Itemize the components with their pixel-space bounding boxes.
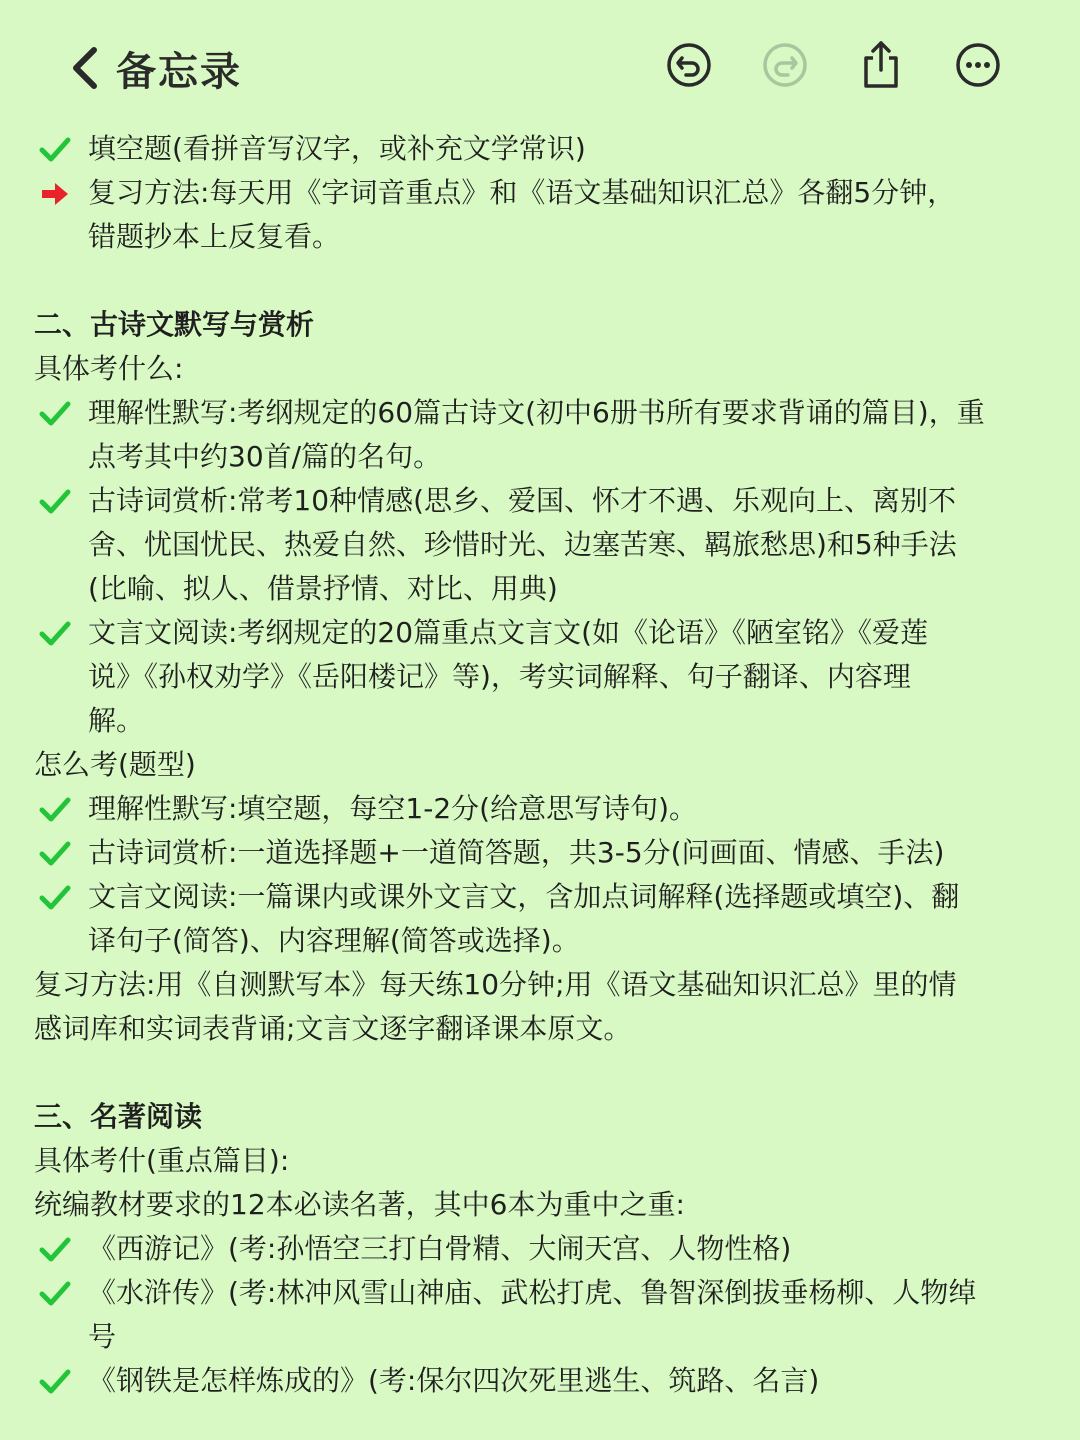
line-text: 复习方法:用《自测默写本》每天练10分钟;用《语文基础知识汇总》里的情 bbox=[34, 968, 957, 1001]
line-text: 解。 bbox=[88, 704, 145, 737]
line-text: 《西游记》(考:孙悟空三打白骨精、大闹天宫、人物性格) bbox=[88, 1232, 792, 1265]
line-text: 错题抄本上反复看。 bbox=[88, 220, 341, 253]
checkmark-icon bbox=[38, 882, 72, 912]
line-text: 填空题(看拼音写汉字，或补充文学常识) bbox=[88, 132, 586, 165]
text-line bbox=[0, 743, 1080, 787]
list-item bbox=[0, 171, 1080, 215]
line-text: 怎么考(题型) bbox=[34, 748, 196, 781]
list-item bbox=[0, 391, 1080, 435]
share-icon bbox=[858, 40, 904, 94]
chevron-left-icon bbox=[70, 46, 100, 90]
list-item bbox=[0, 787, 1080, 831]
line-text: 文言文阅读:考纲规定的20篇重点文言文(如《论语》《陋室铭》《爱莲 bbox=[88, 616, 928, 649]
share-button[interactable] bbox=[856, 42, 906, 92]
list-item bbox=[0, 875, 1080, 919]
line-text: 感词库和实词表背诵;文言文逐字翻译课本原文。 bbox=[34, 1012, 632, 1045]
list-item bbox=[0, 479, 1080, 523]
line-text: 古诗词赏析:一道选择题+一道简答题，共3-5分(问画面、情感、手法) bbox=[88, 836, 945, 869]
line-text: 复习方法:每天用《字词音重点》和《语文基础知识汇总》各翻5分钟， bbox=[88, 176, 956, 209]
line-text: 具体考什(重点篇目): bbox=[34, 1144, 290, 1177]
line-text: 点考其中约30首/篇的名句。 bbox=[88, 440, 442, 473]
back-button[interactable] bbox=[70, 36, 242, 100]
list-item bbox=[0, 127, 1080, 171]
text-line bbox=[0, 963, 1080, 1007]
note-body[interactable] bbox=[0, 127, 1080, 1403]
line-text: 三、名著阅读 bbox=[34, 1100, 203, 1133]
text-line bbox=[0, 1183, 1080, 1227]
section-heading bbox=[0, 1095, 1080, 1139]
line-text: 号 bbox=[88, 1320, 117, 1353]
text-line bbox=[0, 1007, 1080, 1051]
undo-button[interactable] bbox=[664, 42, 714, 92]
line-text: 统编教材要求的12本必读名著，其中6本为重中之重: bbox=[34, 1188, 685, 1221]
list-item bbox=[0, 611, 1080, 655]
redo-icon bbox=[762, 42, 808, 92]
undo-icon bbox=[666, 42, 712, 92]
text-line bbox=[0, 435, 1080, 479]
line-text: 《钢铁是怎样炼成的》(考:保尔四次死里逃生、筑路、名言) bbox=[88, 1364, 820, 1397]
blank-line bbox=[0, 259, 1080, 303]
text-line bbox=[0, 347, 1080, 391]
page-title: 备忘录 bbox=[116, 48, 242, 95]
text-line bbox=[0, 699, 1080, 743]
line-text: 具体考什么: bbox=[34, 352, 184, 385]
checkmark-icon bbox=[38, 134, 72, 164]
section-heading bbox=[0, 303, 1080, 347]
list-item bbox=[0, 1227, 1080, 1271]
line-text: (比喻、拟人、借景抒情、对比、用典) bbox=[88, 572, 558, 605]
list-item bbox=[0, 831, 1080, 875]
redo-button[interactable] bbox=[760, 42, 810, 92]
line-text: 舍、忧国忧民、热爱自然、珍惜时光、边塞苦寒、羁旅愁思)和5种手法 bbox=[88, 528, 957, 561]
text-line bbox=[0, 567, 1080, 611]
more-icon bbox=[955, 42, 1001, 92]
checkmark-icon bbox=[38, 794, 72, 824]
more-button[interactable] bbox=[953, 42, 1003, 92]
checkmark-icon bbox=[38, 1278, 72, 1308]
line-text: 理解性默写:考纲规定的60篇古诗文(初中6册书所有要求背诵的篇目)，重 bbox=[88, 396, 985, 429]
checkmark-icon bbox=[38, 398, 72, 428]
line-text: 二、古诗文默写与赏析 bbox=[34, 308, 315, 341]
blank-line bbox=[0, 1051, 1080, 1095]
line-text: 《水浒传》(考:林冲风雪山神庙、武松打虎、鲁智深倒拔垂杨柳、人物绰 bbox=[88, 1276, 977, 1309]
text-line bbox=[0, 523, 1080, 567]
top-bar bbox=[0, 0, 1080, 130]
line-text: 文言文阅读:一篇课内或课外文言文，含加点词解释(选择题或填空)、翻 bbox=[88, 880, 960, 913]
text-line bbox=[0, 215, 1080, 259]
text-line bbox=[0, 1139, 1080, 1183]
line-text: 古诗词赏析:常考10种情感(思乡、爱国、怀才不遇、乐观向上、离别不 bbox=[88, 484, 956, 517]
checkmark-icon bbox=[38, 1234, 72, 1264]
line-text: 理解性默写:填空题，每空1-2分(给意思写诗句)。 bbox=[88, 792, 698, 825]
checkmark-icon bbox=[38, 1366, 72, 1396]
list-item bbox=[0, 1271, 1080, 1315]
checkmark-icon bbox=[38, 838, 72, 868]
text-line bbox=[0, 1315, 1080, 1359]
checkmark-icon bbox=[38, 618, 72, 648]
list-item bbox=[0, 1359, 1080, 1403]
checkmark-icon bbox=[38, 486, 72, 516]
line-text: 译句子(简答)、内容理解(简答或选择)。 bbox=[88, 924, 580, 957]
text-line bbox=[0, 919, 1080, 963]
line-text: 说》《孙权劝学》《岳阳楼记》等)，考实词解释、句子翻译、内容理 bbox=[88, 660, 911, 693]
red-arrow-icon bbox=[38, 178, 72, 208]
text-line bbox=[0, 655, 1080, 699]
